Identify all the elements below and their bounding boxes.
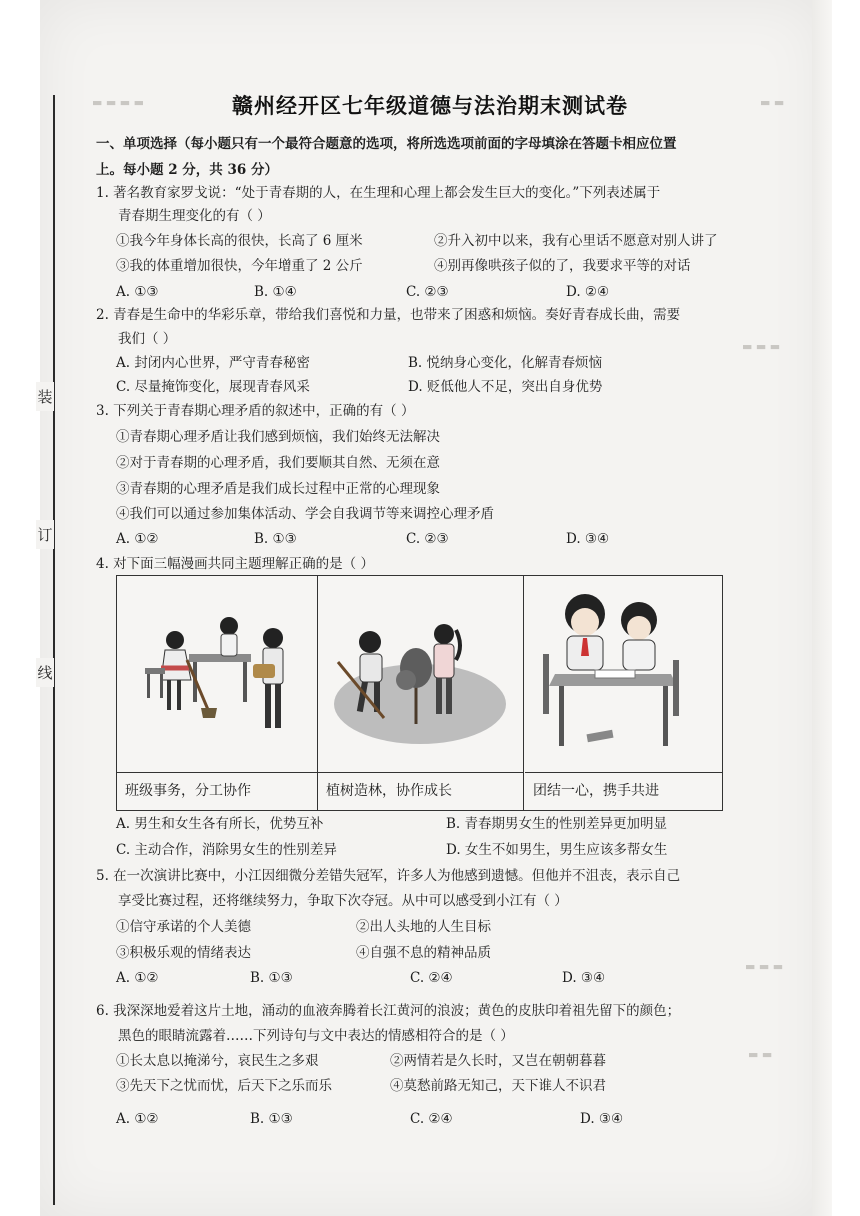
q6-stem-line-2: 黑色的眼睛流露着……下列诗句与文中表达的情感相符合的是（ ） [118, 1028, 514, 1044]
comic-strip [116, 575, 723, 811]
section-heading-line-2: 上。每小题 2 分，共 36 分） [96, 162, 278, 178]
q3-option-d: D. ③④ [566, 531, 610, 547]
page-edge-shadow [812, 0, 832, 1216]
q1-statement-3: ③我的体重增加很快，今年增重了 2 公斤 [116, 258, 363, 274]
q6-statement-2: ②两情若是久长时，又岂在朝朝暮暮 [390, 1053, 606, 1069]
binding-margin-line [53, 95, 55, 1205]
q2-option-a: A. 封闭内心世界，严守青春秘密 [116, 355, 310, 371]
binding-mark-zhuang: 装 [36, 382, 54, 411]
q3-statement-2: ②对于青春期的心理矛盾，我们要顺其自然、无须在意 [116, 455, 440, 471]
q1-option-c: C. ②③ [406, 284, 449, 300]
q3-statement-4: ④我们可以通过参加集体活动、学会自我调节等来调控心理矛盾 [116, 506, 494, 522]
q5-statement-1: ①信守承诺的个人美德 [116, 919, 251, 935]
comic-caption-2: 植树造林，协作成长 [318, 772, 523, 810]
comic-panel-class-duties [117, 576, 318, 810]
q6-option-c: C. ②④ [410, 1111, 453, 1127]
q5-statement-2: ②出人头地的人生目标 [356, 919, 491, 935]
q2-option-d: D. 贬低他人不足，突出自身优势 [408, 379, 603, 395]
q6-option-a: A. ①② [116, 1111, 159, 1127]
q4-option-d: D. 女生不如男生，男生应该多帮女生 [446, 842, 668, 858]
q2-option-b: B. 悦纳身心变化，化解青春烦恼 [408, 355, 603, 371]
q4-option-a: A. 男生和女生各有所长，优势互补 [116, 816, 324, 832]
q5-option-a: A. ①② [116, 970, 159, 986]
q2-stem-line-1: 2. 青春是生命中的华彩乐章，带给我们喜悦和力量，也带来了困惑和烦恼。奏好青春成长曲，需要 [96, 307, 681, 323]
comic-illustration-cleaning [117, 576, 317, 772]
q5-option-c: C. ②④ [410, 970, 453, 986]
q3-statement-1: ①青春期心理矛盾让我们感到烦恼，我们始终无法解决 [116, 429, 440, 445]
q2-stem-line-2: 我们（ ） [118, 331, 177, 347]
q6-statement-4: ④莫愁前路无知己，天下谁人不识君 [390, 1078, 606, 1094]
q6-option-b: B. ①③ [250, 1111, 293, 1127]
comic-panel-tree-planting [318, 576, 524, 810]
binding-mark-ding: 订 [36, 520, 54, 549]
q1-option-b: B. ①④ [254, 284, 297, 300]
comic-illustration-planting [318, 576, 523, 772]
q2-option-c: C. 尽量掩饰变化，展现青春风采 [116, 379, 310, 395]
q6-statement-1: ①长太息以掩涕兮，哀民生之多艰 [116, 1053, 319, 1069]
q5-statement-4: ④自强不息的精神品质 [356, 945, 491, 961]
show-through-text: ▬ ▬ ▬ ▬ [92, 96, 145, 109]
q5-stem-line-1: 5. 在一次演讲比赛中，小江因细微分差错失冠军，许多人为他感到遗憾。但他并不沮丧，表示自己 [96, 868, 681, 884]
q3-option-a: A. ①② [116, 531, 159, 547]
q3-statement-3: ③青春期的心理矛盾是我们成长过程中正常的心理现象 [116, 481, 440, 497]
q1-statement-1: ①我今年身体长高的很快，长高了 6 厘米 [116, 233, 363, 249]
q5-statement-3: ③积极乐观的情绪表达 [116, 945, 251, 961]
q3-stem: 3. 下列关于青春期心理矛盾的叙述中，正确的有（ ） [96, 403, 415, 419]
q6-stem-line-1: 6. 我深深地爱着这片土地，涌动的血液奔腾着长江黄河的浪波；黄色的皮肤印着祖先留下的颜色； [96, 1003, 681, 1019]
q4-option-c: C. 主动合作，消除男女生的性别差异 [116, 842, 337, 858]
q1-stem-line-2: 青春期生理变化的有（ ） [118, 208, 271, 224]
q1-statement-2: ②升入初中以来，我有心里话不愿意对别人讲了 [434, 233, 718, 249]
comic-illustration-studying [525, 576, 722, 772]
q1-option-d: D. ②④ [566, 284, 610, 300]
show-through-text: ▬ ▬ [760, 96, 785, 109]
q5-option-b: B. ①③ [250, 970, 293, 986]
binding-mark-xian: 线 [36, 658, 54, 687]
q1-statement-4: ④别再像哄孩子似的了，我要求平等的对话 [434, 258, 691, 274]
comic-panel-studying [525, 576, 722, 810]
section-heading-line-1: 一、单项选择（每小题只有一个最符合题意的选项，将所选选项前面的字母填涂在答题卡相应位置 [96, 136, 677, 152]
q5-option-d: D. ③④ [562, 970, 606, 986]
q1-stem-line-1: 1. 著名教育家罗戈说：“处于青春期的人，在生理和心理上都会发生巨大的变化。”下列表述属于 [96, 185, 661, 201]
show-through-text: ▬ ▬ ▬ [745, 960, 784, 973]
comic-caption-1: 班级事务，分工协作 [117, 772, 317, 810]
exam-title: 赣州经开区七年级道德与法治期末测试卷 [232, 93, 628, 118]
show-through-text: ▬ ▬ ▬ [742, 340, 781, 353]
q4-stem: 4. 对下面三幅漫画共同主题理解正确的是（ ） [96, 556, 374, 572]
comic-caption-3: 团结一心，携手共进 [525, 772, 722, 810]
q6-option-d: D. ③④ [580, 1111, 624, 1127]
q3-option-b: B. ①③ [254, 531, 297, 547]
q6-statement-3: ③先天下之忧而忧，后天下之乐而乐 [116, 1078, 332, 1094]
q1-option-a: A. ①③ [116, 284, 159, 300]
q5-stem-line-2: 享受比赛过程，还将继续努力，争取下次夺冠。从中可以感受到小江有（ ） [118, 893, 568, 909]
show-through-text: ▬ ▬ [748, 1048, 773, 1061]
q3-option-c: C. ②③ [406, 531, 449, 547]
q4-option-b: B. 青春期男女生的性别差异更加明显 [446, 816, 668, 832]
